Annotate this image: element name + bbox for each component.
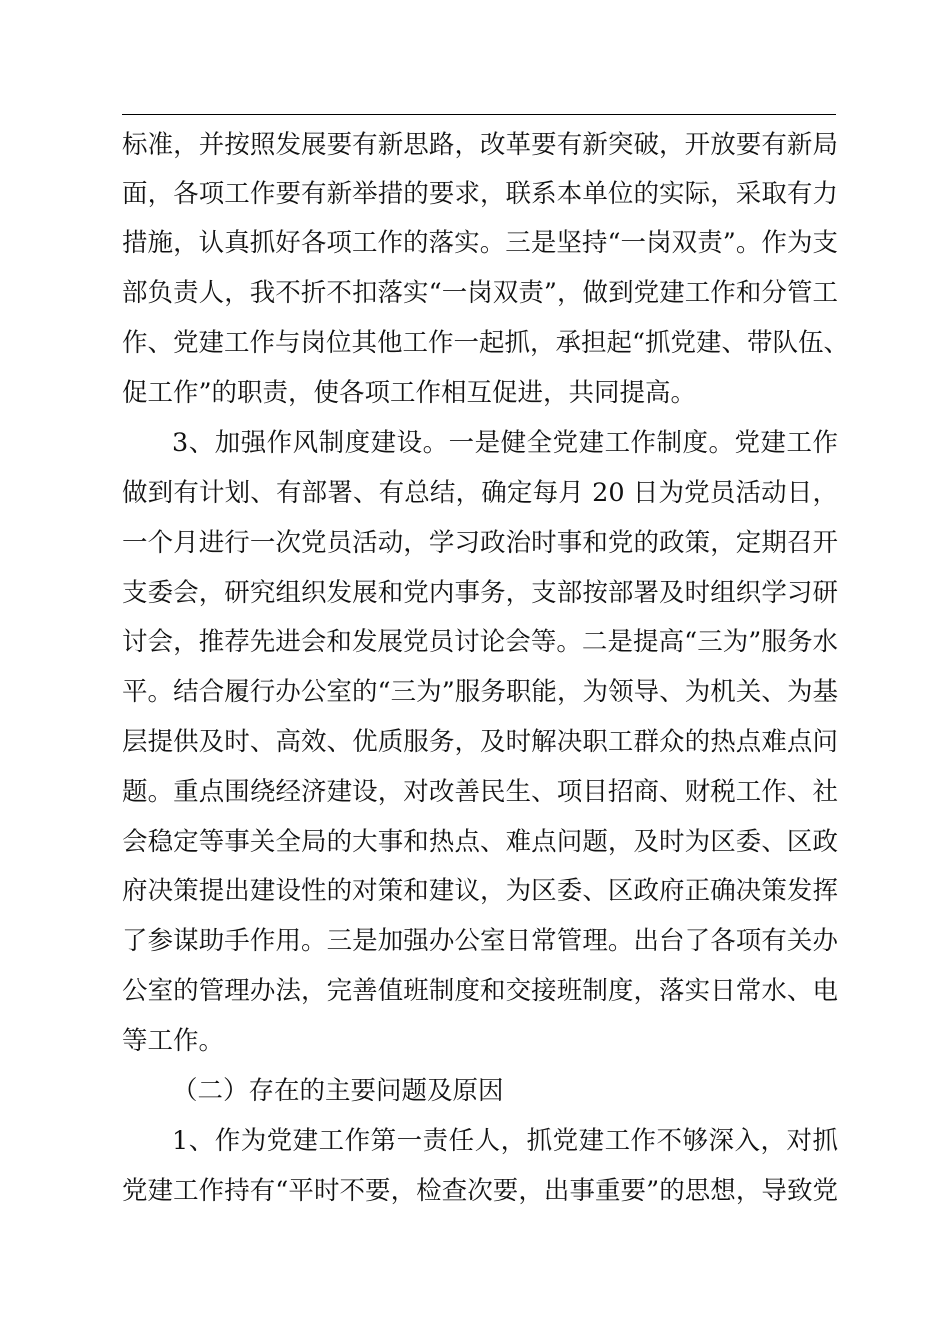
- text-line: 层提供及时、高效、优质服务，及时解决职工群众的热点难点问: [122, 727, 838, 757]
- text-line: 会稳定等事关全局的大事和热点、难点问题，及时为区委、区政: [122, 827, 838, 857]
- text-line: 题。重点围绕经济建设，对改善民生、项目招商、财税工作、社: [122, 777, 838, 807]
- text-line: 面，各项工作要有新举措的要求，联系本单位的实际，采取有力: [122, 179, 838, 209]
- text-line: 平。结合履行办公室的“三为”服务职能，为领导、为机关、为基: [122, 677, 838, 707]
- text-line: 措施，认真抓好各项工作的落实。三是坚持“一岗双责”。作为支: [122, 228, 838, 258]
- text-line: 作、党建工作与岗位其他工作一起抓，承担起“抓党建、带队伍、: [122, 328, 850, 358]
- text-line: 等工作。: [122, 1026, 225, 1056]
- text-line: 促工作”的职责，使各项工作相互促进，共同提高。: [122, 378, 697, 408]
- text-line: 支委会，研究组织发展和党内事务，支部按部署及时组织学习研: [122, 578, 838, 608]
- text-line: 府决策提出建设性的对策和建议，为区委、区政府正确决策发挥: [122, 876, 838, 906]
- text-line: 讨会，推荐先进会和发展党员讨论会等。二是提高“三为”服务水: [122, 627, 838, 657]
- section-heading: （二）存在的主要问题及原因: [172, 1076, 504, 1106]
- text-line: 公室的管理办法，完善值班制度和交接班制度，落实日常水、电: [122, 976, 838, 1006]
- text-line: 3、加强作风制度建设。一是健全党建工作制度。党建工作: [172, 428, 838, 458]
- text-line: 做到有计划、有部署、有总结，确定每月 20 日为党员活动日，: [122, 478, 838, 508]
- text-line: 1、作为党建工作第一责任人，抓党建工作不够深入，对抓: [172, 1126, 838, 1156]
- text-line: 一个月进行一次党员活动，学习政治时事和党的政策，定期召开: [122, 528, 838, 558]
- text-line: 了参谋助手作用。三是加强办公室日常管理。出台了各项有关办: [122, 926, 838, 956]
- text-line: 标准，并按照发展要有新思路，改革要有新突破，开放要有新局: [122, 130, 838, 160]
- text-line: 党建工作持有“平时不要，检查次要，出事重要”的思想，导致党: [122, 1176, 838, 1206]
- header-rule: [122, 114, 836, 115]
- text-line: 部负责人，我不折不扣落实“一岗双责”，做到党建工作和分管工: [122, 278, 838, 308]
